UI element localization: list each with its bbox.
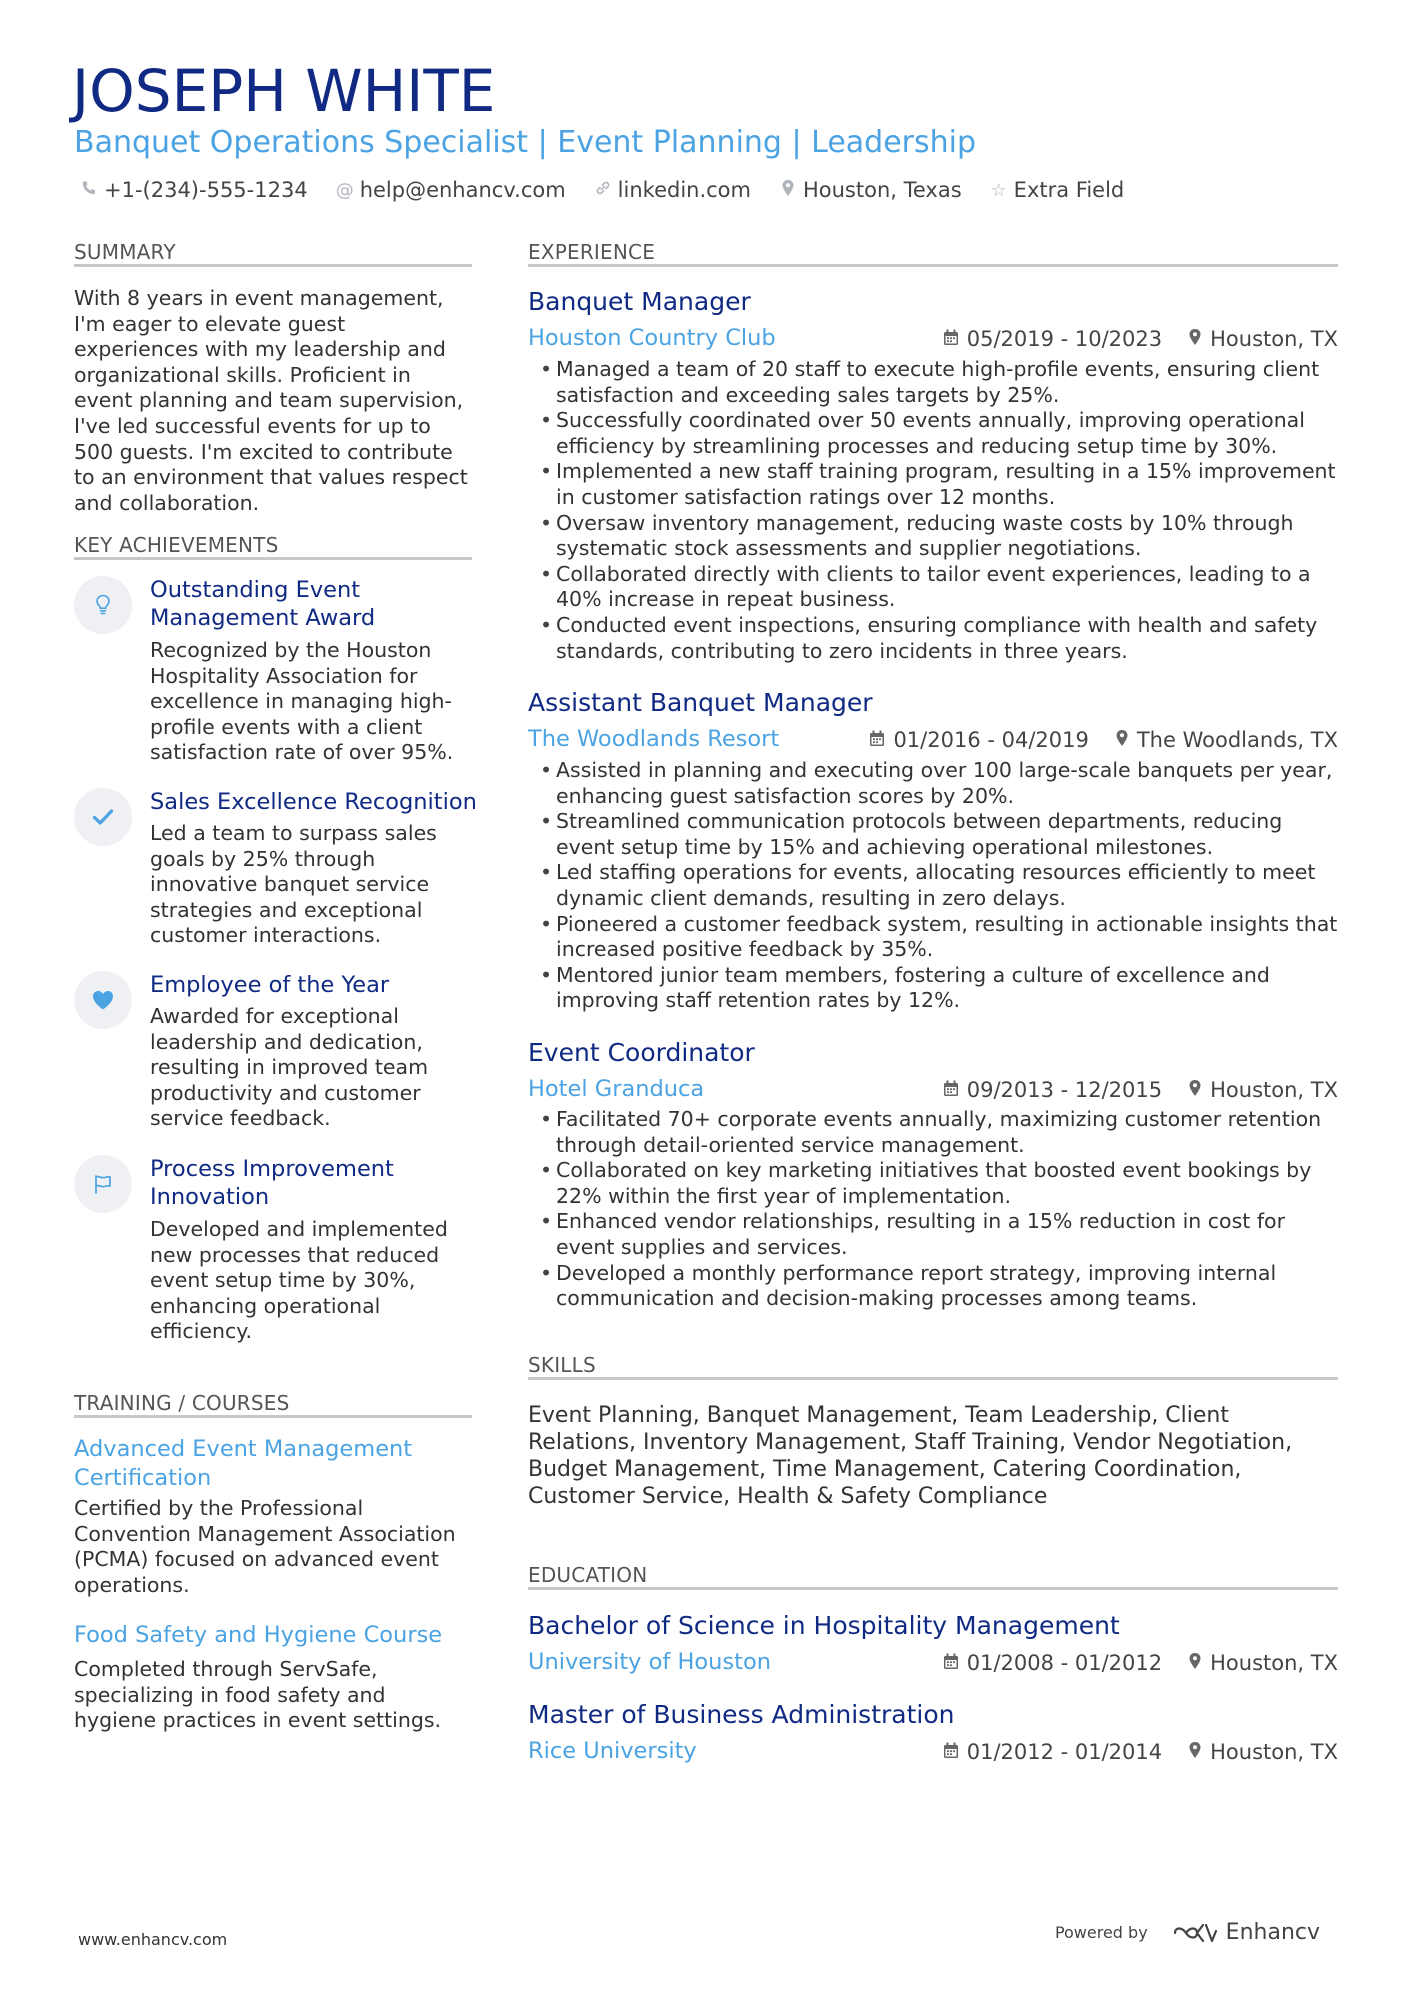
job-bullet: • Conducted event inspections, ensuring compliance with health and safety standards, contributing to zero incidents in three years. (540, 613, 1340, 664)
training-divider (74, 1415, 472, 1418)
job-meta (869, 729, 1338, 751)
star-icon: ☆ (990, 179, 1007, 201)
checkmark-icon (74, 788, 132, 846)
contact-linkedin[interactable] (594, 178, 751, 202)
job-title: Assistant Banquet Manager (528, 688, 873, 717)
experience-divider (528, 264, 1338, 267)
job-bullets (540, 357, 1340, 664)
footer-website-link[interactable]: www.enhancv.com (78, 1930, 228, 1949)
training-section-title: TRAINING / COURSES (74, 1391, 290, 1415)
degree-title: Master of Business Administration (528, 1700, 955, 1729)
job-bullets (540, 1107, 1340, 1312)
contact-linkedin-text: linkedin.com (617, 178, 751, 202)
achievement-description: Developed and implemented new processes that reduced event setup time by 30%, enhancing operational efficiency. (150, 1217, 448, 1344)
achievement-description: Recognized by the Houston Hospitality Association for excellence in managing high-profile events with a client satisfaction rate of over 95%. (150, 638, 454, 765)
company-name: The Woodlands Resort (528, 726, 780, 752)
candidate-name: JOSEPH WHITE (72, 57, 496, 125)
course-title: Advanced Event Management Certification (74, 1436, 413, 1491)
contact-bar (80, 178, 1152, 202)
job-bullet: • Oversaw inventory management, reducing waste costs by 10% through systematic stock assessments and supplier negotiations. (540, 511, 1340, 562)
summary-text: With 8 years in event management, I'm eager to elevate guest experiences with my leadership and organizational skills. Proficient in event planning and team supervision, I've led successful events for up to 500 guests. I'm excited to contribute to an environment that values respect and collaboration. (74, 286, 468, 515)
phone-icon (80, 180, 98, 201)
education-location: Houston, TX (1210, 1650, 1338, 1675)
skills-text: Event Planning, Banquet Management, Team Leadership, Client Relations, Inventory Management, Staff Training, Vendor Negotiation, Budget Management, Time Management, Catering Coordination, Customer Service, Health & Safety Compliance (528, 1403, 1293, 1509)
contact-location (779, 178, 962, 202)
job-dates: 05/2019 - 10/2023 (966, 326, 1163, 351)
job-bullet: • Collaborated on key marketing initiatives that boosted event bookings by 22% within the first year of implementation. (540, 1158, 1340, 1209)
footer-powered-by (1055, 1920, 1320, 1945)
job-title: Event Coordinator (528, 1038, 755, 1067)
contact-phone-text: +1-(234)-555-1234 (104, 178, 308, 202)
contact-extra (990, 178, 1125, 202)
powered-by-label: Powered by (1054, 1923, 1148, 1942)
course-description: Certified by the Professional Convention Management Association (PCMA) focused on advanced event operations. (74, 1496, 456, 1597)
calendar-icon (943, 329, 959, 350)
education-meta (943, 1741, 1338, 1763)
contact-phone[interactable] (80, 178, 308, 202)
course-description: Completed through ServSafe, specializing in food safety and hygiene practices in event settings. (74, 1657, 442, 1733)
job-bullet: • Implemented a new staff training program, resulting in a 15% improvement in customer satisfaction ratings over 12 months. (540, 459, 1340, 510)
skills-section-title: SKILLS (528, 1353, 596, 1377)
company-name: Hotel Granduca (528, 1076, 705, 1102)
job-location: Houston, TX (1210, 326, 1338, 351)
calendar-icon (869, 730, 885, 751)
education-section-title: EDUCATION (528, 1563, 648, 1587)
at-icon: @ (335, 179, 354, 201)
job-meta (943, 1079, 1338, 1101)
job-location: Houston, TX (1210, 1077, 1338, 1102)
enhancv-logo[interactable] (1172, 1920, 1320, 1945)
job-dates: 01/2016 - 04/2019 (893, 727, 1089, 752)
education-meta (943, 1652, 1338, 1674)
calendar-icon (943, 1742, 959, 1763)
location-icon (1188, 1652, 1202, 1674)
job-bullet: • Successfully coordinated over 50 events annually, improving operational efficiency by streamlining processes and reducing setup time by 30%. (540, 408, 1340, 459)
achievement-description: Led a team to surpass sales goals by 25% through innovative banquet service strategies and exceptional customer interactions. (150, 821, 437, 948)
contact-extra-text: Extra Field (1013, 178, 1125, 202)
job-bullet: • Assisted in planning and executing over 100 large-scale banquets per year, enhancing guest satisfaction scores by 20%. (540, 758, 1340, 809)
school-name: University of Houston (528, 1649, 772, 1675)
education-location: Houston, TX (1210, 1739, 1338, 1764)
experience-section-title: EXPERIENCE (528, 240, 656, 264)
summary-divider (74, 264, 472, 267)
calendar-icon (943, 1653, 959, 1674)
course-title: Food Safety and Hygiene Course (74, 1622, 443, 1648)
job-bullet: • Streamlined communication protocols between departments, reducing event setup time by 15% and achieving operational milestones. (540, 809, 1340, 860)
job-bullet: • Mentored junior team members, fostering a culture of excellence and improving staff retention rates by 12%. (540, 963, 1340, 1014)
school-name: Rice University (528, 1738, 697, 1764)
education-dates: 01/2008 - 01/2012 (966, 1650, 1163, 1675)
flag-icon (74, 1155, 132, 1213)
job-dates: 09/2013 - 12/2015 (966, 1077, 1163, 1102)
link-icon (594, 180, 612, 201)
achievement-description: Awarded for exceptional leadership and dedication, resulting in improved team productivity and customer service feedback. (150, 1004, 429, 1131)
contact-location-text: Houston, Texas (802, 178, 962, 202)
job-bullet: • Developed a monthly performance report strategy, improving internal communication and decision-making processes among teams. (540, 1261, 1340, 1312)
enhancv-brand-text: Enhancv (1225, 1920, 1320, 1945)
lightbulb-icon (74, 576, 132, 634)
job-title: Banquet Manager (528, 287, 751, 316)
achievement-title: Outstanding Event Management Award (150, 577, 376, 631)
company-name: Houston Country Club (528, 325, 776, 351)
job-location: The Woodlands, TX (1136, 727, 1338, 752)
skills-divider (528, 1377, 1338, 1380)
summary-section-title: SUMMARY (74, 240, 176, 264)
enhancv-logo-icon (1172, 1921, 1218, 1945)
job-bullet: • Led staffing operations for events, allocating resources efficiently to meet dynamic client demands, resulting in zero delays. (540, 860, 1340, 911)
education-divider (528, 1587, 1338, 1590)
education-dates: 01/2012 - 01/2014 (966, 1739, 1163, 1764)
location-icon (1188, 328, 1202, 350)
job-bullets (540, 758, 1340, 1014)
location-icon (1188, 1079, 1202, 1101)
job-bullet: • Enhanced vendor relationships, resulting in a 15% reduction in cost for event supplies and services. (540, 1209, 1340, 1260)
achievements-section-title: KEY ACHIEVEMENTS (74, 533, 279, 557)
job-meta (943, 328, 1338, 350)
heart-icon (74, 971, 132, 1029)
degree-title: Bachelor of Science in Hospitality Management (528, 1611, 1120, 1640)
contact-email[interactable] (336, 178, 566, 202)
achievement-title: Process Improvement Innovation (150, 1156, 394, 1210)
location-icon (1188, 1741, 1202, 1763)
location-icon (779, 179, 797, 202)
candidate-headline: Banquet Operations Specialist | Event Planning | Leadership (74, 125, 977, 160)
job-bullet: • Facilitated 70+ corporate events annually, maximizing customer retention through detail-oriented service management. (540, 1107, 1340, 1158)
job-bullet: • Collaborated directly with clients to tailor event experiences, leading to a 40% increase in repeat business. (540, 562, 1340, 613)
achievements-divider (74, 557, 472, 560)
achievement-title: Sales Excellence Recognition (150, 789, 477, 815)
location-icon (1115, 729, 1129, 751)
achievement-title: Employee of the Year (150, 972, 390, 998)
calendar-icon (943, 1080, 959, 1101)
job-bullet: • Managed a team of 20 staff to execute high-profile events, ensuring client satisfaction and exceeding sales targets by 25%. (540, 357, 1340, 408)
contact-email-text: help@enhancv.com (359, 178, 566, 202)
job-bullet: • Pioneered a customer feedback system, resulting in actionable insights that increased positive feedback by 35%. (540, 912, 1340, 963)
